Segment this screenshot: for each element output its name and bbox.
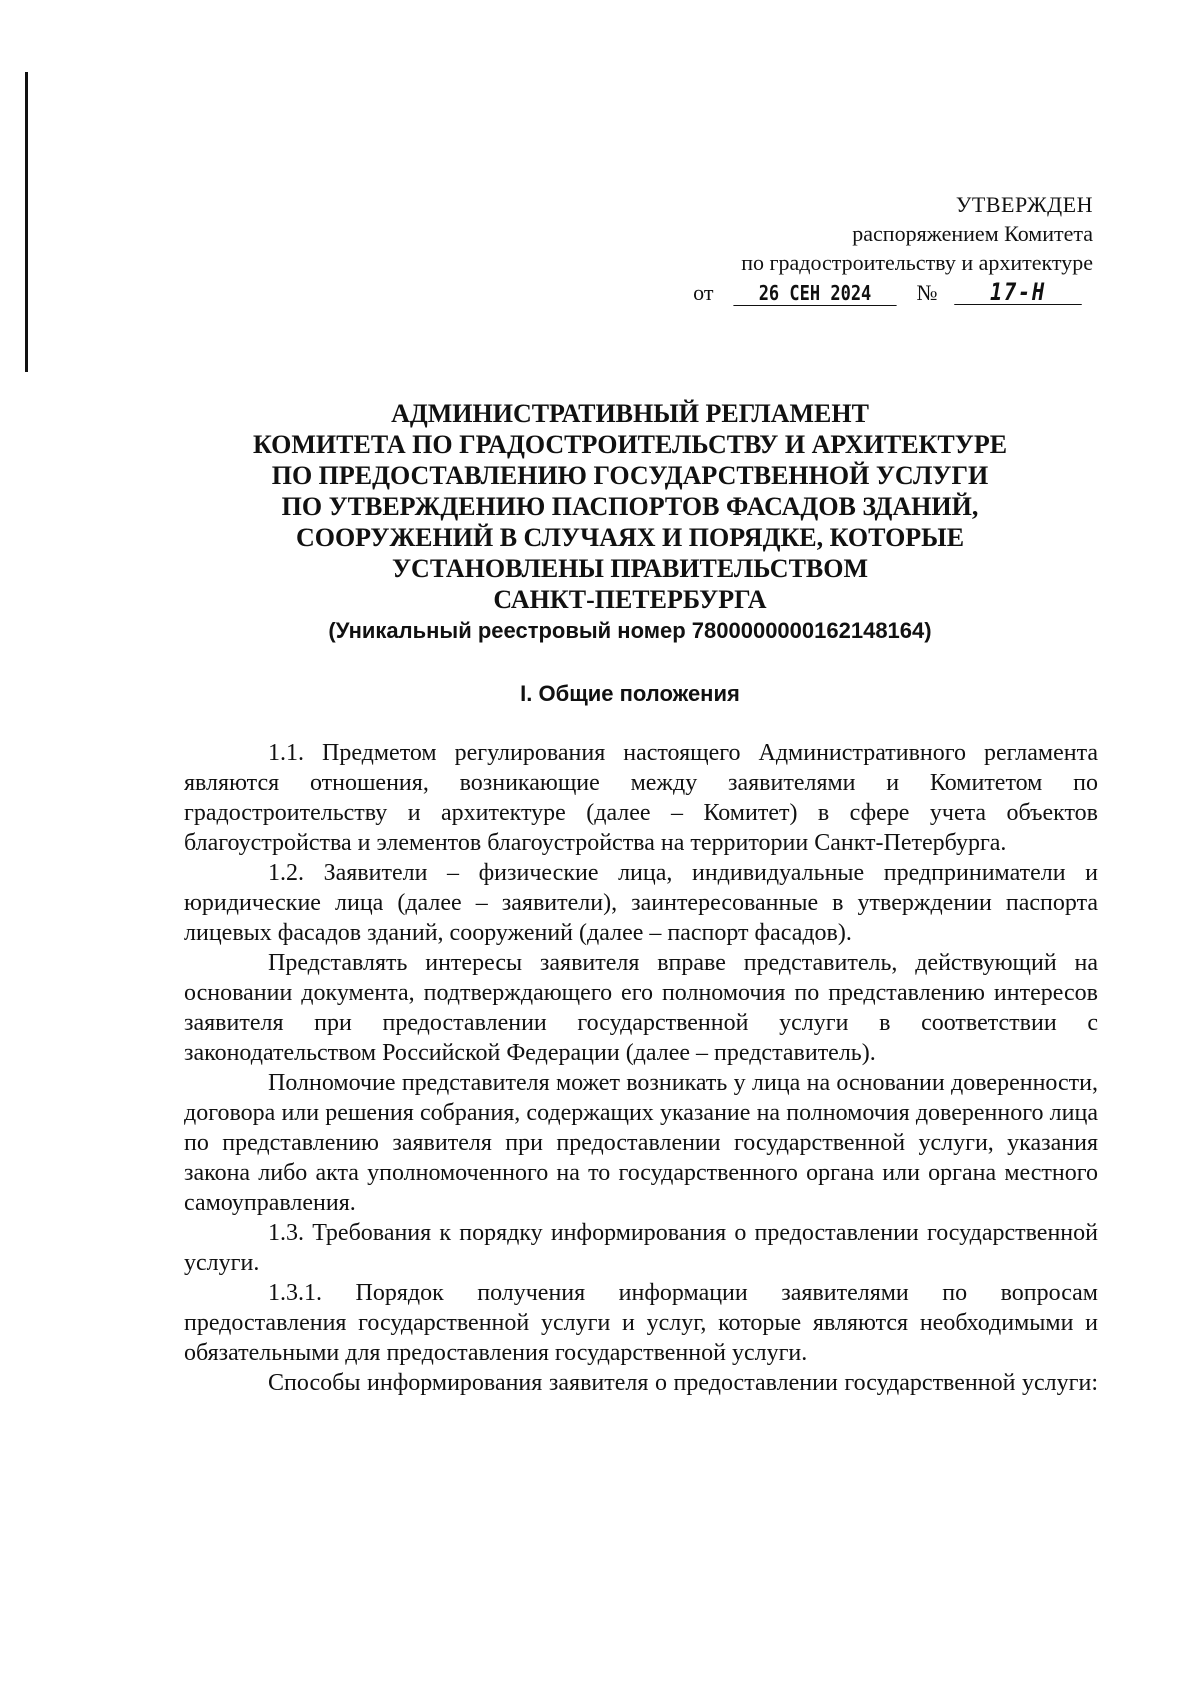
approval-date-value: 26 СЕН 2024 [733,281,896,306]
number-label: № [916,280,938,305]
title-line: УСТАНОВЛЕНЫ ПРАВИТЕЛЬСТВОМ [391,554,869,583]
title-line: САНКТ-ПЕТЕРБУРГА [493,585,767,614]
title-line: ПО УТВЕРЖДЕНИЮ ПАСПОРТОВ ФАСАДОВ ЗДАНИЙ, [281,492,979,521]
approved-label: УТВЕРЖДЕН [955,192,1093,217]
section-heading: I. Общие положения [520,681,740,706]
paragraph: Представлять интересы заявителя вправе представитель, действующий на основании документа, подтверждающего его полномочия по представлению интересов заявителя при предоставлении государственной услуги в соответствии с законодательством Российской Федерации (далее – представитель). [184,950,1098,1066]
approved-by-order: распоряжением Комитета [852,221,1093,246]
registry-number: (Уникальный реестровый номер 7800000000162148164) [328,618,932,643]
paragraph: 1.1. Предметом регулирования настоящего Административного регламента являются отношения, возникающие между заявителями и Комитетом по градостроительству и архитектуре (далее – Комитет) в сфере учета объектов благоустройства и элементов благоустройства на территории Санкт-Петербурга. [184,740,1098,856]
approval-number-value: 17-Н [954,280,1082,305]
paragraph: 1.3.1. Порядок получения информации заявителями по вопросам предоставления государственной услуги и услуг, которые являются необходимыми и обязательными для предоставления государственной услуги. [184,1280,1098,1366]
document-title [170,398,1090,646]
title-line: КОМИТЕТА ПО ГРАДОСТРОИТЕЛЬСТВУ И АРХИТЕКТУРЕ [252,430,1008,459]
paragraph: Полномочие представителя может возникать у лица на основании доверенности, договора или решения собрания, содержащих указание на полномочия доверенного лица по представлению заявителя при предоставлении государственной услуги, указания закона либо акта уполномоченного на то государственного органа или органа местного самоуправления. [184,1070,1098,1216]
title-line: ПО ПРЕДОСТАВЛЕНИЮ ГОСУДАРСТВЕННОЙ УСЛУГИ [271,461,989,490]
paragraph: 1.2. Заявители – физические лица, индивидуальные предприниматели и юридические лица (далее – заявители), заинтересованные в утверждении паспорта лицевых фасадов зданий, сооружений (далее – паспорт фасадов). [184,860,1098,946]
document-body [184,738,1098,1398]
title-line: АДМИНИСТРАТИВНЫЙ РЕГЛАМЕНТ [391,399,869,428]
date-from-label: от [693,280,714,305]
approved-committee: по градостроительству и архитектуре [741,250,1093,275]
paragraph: Способы информирования заявителя о предоставлении государственной услуги: [268,1370,1098,1396]
title-line: СООРУЖЕНИЙ В СЛУЧАЯХ И ПОРЯДКЕ, КОТОРЫЕ [295,523,965,552]
scan-edge-line [25,72,28,372]
paragraph: 1.3. Требования к порядку информирования о предоставлении государственной услуги. [184,1220,1098,1276]
approval-date-line [693,278,1093,307]
approval-stamp-block [693,190,1093,307]
